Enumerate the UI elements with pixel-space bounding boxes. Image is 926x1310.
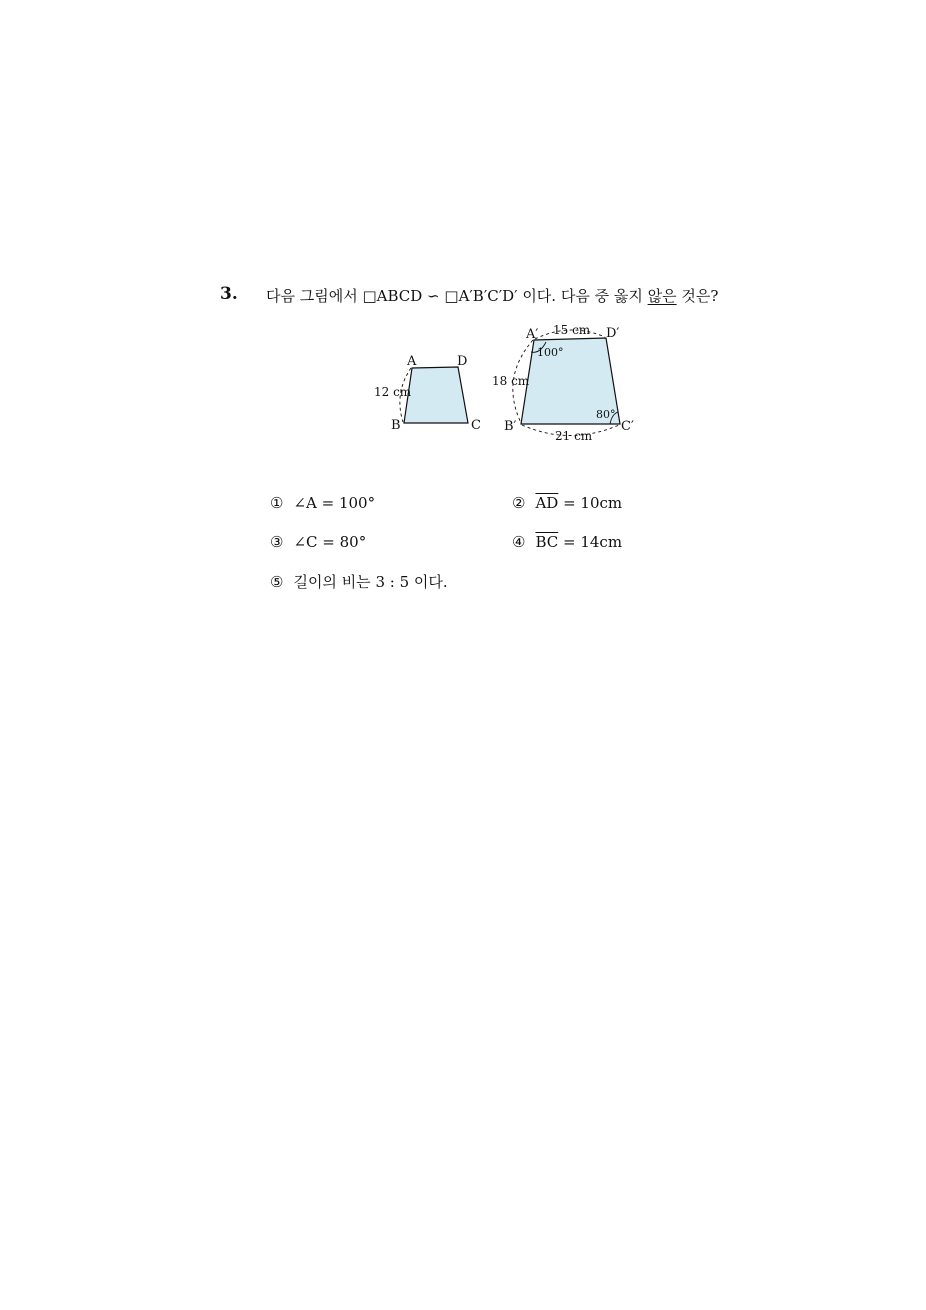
- option-text: ∠C = 80°: [293, 533, 367, 551]
- large-side-ab-length: 18 cm: [492, 374, 530, 388]
- small-label-c: C: [471, 418, 481, 433]
- option-segment: $\overline{AD}$: [535, 494, 559, 512]
- option-5[interactable]: [270, 571, 448, 592]
- small-side-ab-length: 12 cm: [374, 385, 412, 399]
- question-text-underlined: 않은: [647, 287, 677, 305]
- option-marker: ④: [512, 533, 526, 551]
- small-label-a: A: [407, 354, 417, 369]
- option-4[interactable]: [512, 533, 622, 551]
- large-side-bc-length: 21 cm: [555, 429, 593, 443]
- small-label-d: D: [457, 354, 468, 369]
- large-angle-c-value: 80°: [596, 408, 616, 421]
- option-text: 길이의 비는 3 : 5 이다.: [293, 573, 448, 591]
- option-marker: ⑤: [270, 573, 284, 591]
- question-number: 3.: [220, 284, 238, 304]
- small-trapezoid: [404, 367, 468, 423]
- option-3[interactable]: [270, 533, 366, 551]
- option-text-tail: = 10cm: [558, 494, 623, 512]
- large-label-a: A′: [526, 327, 539, 342]
- large-label-b: B′: [504, 419, 517, 434]
- option-text-tail: = 14cm: [558, 533, 623, 551]
- large-side-ad-length: 15 cm: [553, 323, 591, 337]
- option-segment: $\overline{BC}$: [535, 533, 559, 551]
- option-1[interactable]: [270, 494, 375, 512]
- small-label-b: B: [391, 418, 401, 433]
- question-text: [266, 285, 718, 306]
- question-text-end: 것은?: [676, 287, 719, 305]
- large-angle-a-value: 100°: [537, 346, 564, 359]
- trapezoid-figure: [370, 318, 650, 448]
- option-2[interactable]: [512, 494, 622, 512]
- option-marker: ③: [270, 533, 284, 551]
- option-marker: ②: [512, 494, 526, 512]
- large-label-d: D′: [606, 326, 620, 341]
- option-text: ∠A = 100°: [293, 494, 376, 512]
- option-marker: ①: [270, 494, 284, 512]
- question-text-main: 다음 그림에서 □ABCD ∽ □A′B′C′D′ 이다. 다음 중 옳지: [266, 287, 648, 305]
- large-label-c: C′: [621, 419, 634, 434]
